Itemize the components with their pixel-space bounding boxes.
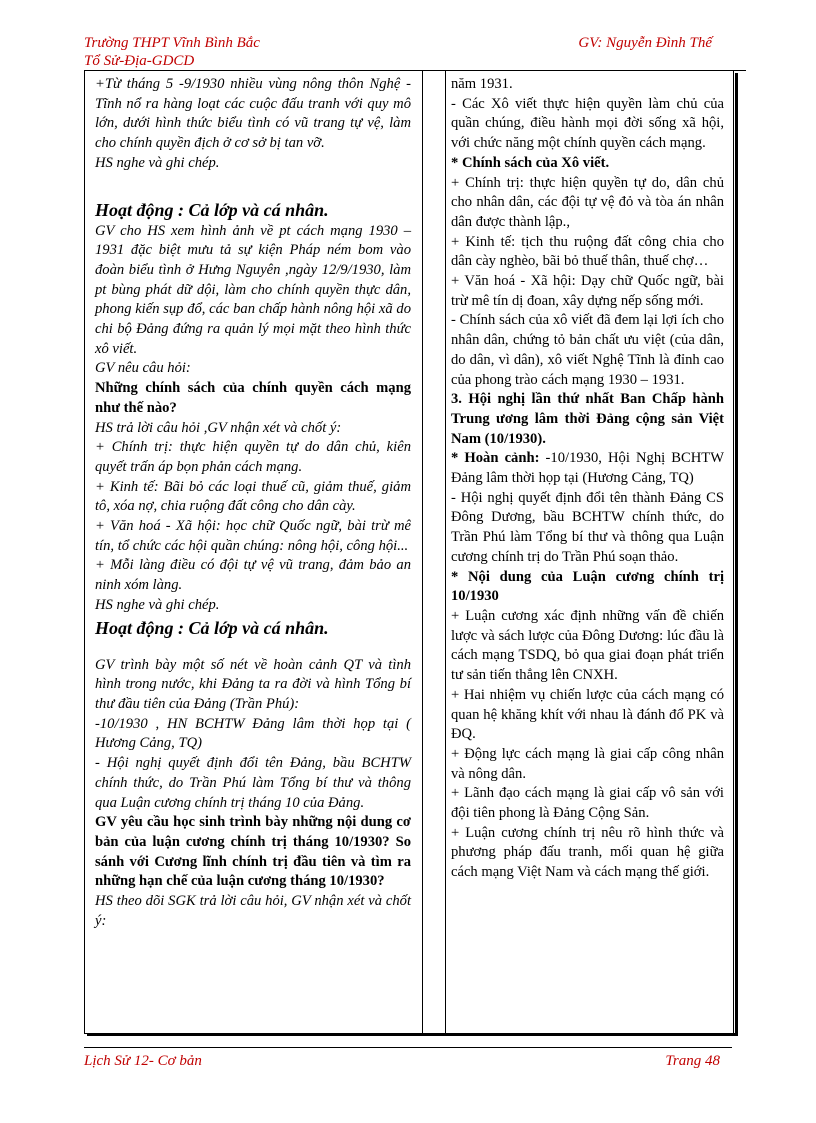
page-number: Trang 48	[665, 1053, 720, 1069]
footer-subject: Lịch Sử 12- Cơ bản	[84, 1053, 202, 1069]
left-paragraph: +Từ tháng 5 -9/1930 nhiều vùng nông thôn Nghệ -Tĩnh nổ ra hàng loạt các cuộc đấu tranh với quy mô lớn, dưới hình thức biểu tình có vũ trang tự vệ, làm cho chính quyền địch ở cơ sở bị tan vỡ.	[95, 76, 411, 152]
left-paragraph: GV nêu câu hỏi:	[95, 360, 191, 377]
section-heading: 3. Hội nghị lần thứ nhất Ban Chấp hành Trung ương lâm thời Đảng cộng sản Việt Nam (10/1930).	[451, 391, 724, 447]
left-paragraph: + Mỗi làng điều có đội tự vệ vũ trang, đảm bảo an ninh xóm làng.	[95, 557, 411, 594]
left-paragraph: - Hội nghị quyết định đổi tên Đảng, bầu BCHTW chính thức, do Trần Phú làm Tổng bí thư và thông qua Luận cương chính trị tháng 10 của Đảng.	[95, 755, 411, 811]
left-paragraph: HS trả lời câu hỏi ,GV nhận xét và chốt ý:	[95, 419, 342, 436]
section-heading: * Nội dung của Luận cương chính trị 10/1930	[451, 568, 724, 605]
left-paragraph: GV trình bày một số nét về hoàn cảnh QT và tình hình trong nước, khi Đảng ta ra đời và hình Tổng bí thư đầu tiên của Đảng (Trần Phú):	[95, 656, 411, 712]
header-left	[84, 34, 260, 70]
right-paragraph: + Lãnh đạo cách mạng là giai cấp vô sản với đội tiên phong là Đảng Cộng Sản.	[451, 785, 724, 822]
right-paragraph: + Văn hoá - Xã hội: Dạy chữ Quốc ngữ, bài trừ mê tín dị đoan, xây dựng nếp sống mới.	[451, 273, 724, 309]
right-paragraph: + Kinh tế: tịch thu ruộng đất công chia cho dân cày nghèo, bãi bỏ thuế thân, thuế chợ…	[451, 233, 724, 270]
activity-heading: Hoạt động : Cả lớp và cá nhân.	[95, 199, 329, 220]
activity-heading: Hoạt động : Cả lớp và cá nhân.	[95, 617, 329, 638]
school-name: Trường THPT Vĩnh Bình Bắc	[84, 35, 260, 51]
right-paragraph: + Luận cương chính trị nêu rõ hình thức và phương pháp đấu tranh, mối quan hệ giữa cách mạng Việt Nam và cách mạng thế giới.	[451, 824, 724, 881]
left-column	[95, 75, 411, 931]
left-paragraph: HS nghe và ghi chép.	[95, 154, 220, 171]
left-paragraph: + Văn hoá - Xã hội: học chữ Quốc ngữ, bài trừ mê tín, tổ chức các hội quần chúng: nông hội, công hội...	[95, 518, 411, 554]
context-label: * Hoàn cảnh:	[451, 450, 540, 467]
frame-shadow-right	[735, 73, 738, 1036]
section-heading: * Chính sách của Xô viết.	[451, 154, 610, 171]
right-paragraph	[451, 449, 724, 488]
department-name: Tổ Sử-Địa-GDCD	[84, 53, 195, 69]
right-paragraph: - Chính sách của xô viết đã đem lại lợi ích cho nhân dân, chứng tỏ bản chất ưu việt (của dân, do dân, vì dân), xô viết Nghệ Tĩnh là đỉnh cao của phong trào cách mạng 1930 – 1931.	[451, 312, 724, 388]
right-paragraph: + Luận cương xác định những vấn đề chiến lược và sách lược của Đông Dương: lúc đầu là cách mạng TSDQ, bỏ qua giai đoạn phát triển tư sản tiến thẳng lên CNXH.	[451, 607, 724, 684]
footer-rule	[84, 1047, 732, 1048]
column-divider	[422, 71, 446, 1033]
right-paragraph: + Động lực cách mạng là giai cấp công nhân và nông dân.	[451, 745, 724, 782]
right-column	[451, 75, 724, 883]
left-paragraph: -10/1930 , HN BCHTW Đảng lâm thời họp tại ( Hương Cảng, TQ)	[95, 715, 411, 752]
left-paragraph: HS nghe và ghi chép.	[95, 596, 220, 613]
teacher-name: GV: Nguyễn Đình Thế	[578, 35, 712, 51]
question-heading: GV yêu cầu học sinh trình bày những nội dung cơ bản của luận cương chính trị tháng 10/1930? So sánh với Cương lĩnh chính trị đầu tiên và tìm ra những hạn chế của luận cương tháng 10/1930?	[95, 814, 411, 890]
left-paragraph: GV cho HS xem hình ảnh về pt cách mạng 1930 – 1931 đặc biệt mưu tả sự kiện Pháp ném bom vào đoàn biểu tình ở Hưng Nguyên ,ngày 12/9/1930, làm pt bùng phát dữ dội, làm cho chính quyền thực dân, phong kiến sụp đổ, các ban chấp hành nông hội xã do chi bộ Đảng đứng ra quản lý mọi mặt theo hình thức xô viết.	[95, 222, 411, 357]
left-paragraph: HS theo dõi SGK trả lời câu hỏi, GV nhận xét và chốt ý:	[95, 893, 411, 929]
left-paragraph: + Chính trị: thực hiện quyền tự do dân chủ, kiên quyết trấn áp bọn phản cách mạng.	[95, 439, 411, 475]
frame-shadow-bottom	[87, 1033, 738, 1036]
right-paragraph: + Hai nhiệm vụ chiến lược của cách mạng có quan hệ khăng khít với nhau là đánh đổ PK và ĐQ.	[451, 686, 724, 743]
question-heading: Những chính sách của chính quyền cách mạng như thế nào?	[95, 380, 411, 416]
right-paragraph: - Hội nghị quyết định đổi tên thành Đảng CS Đông Dương, bầu BCHTW chính thức, do Trần Phú làm Tổng bí thư và thông qua Luận cương chính trị do Trần Phú soạn thảo.	[451, 489, 724, 565]
right-paragraph: năm 1931.	[451, 76, 513, 92]
right-paragraph: + Chính trị: thực hiện quyền tự do, dân chủ cho nhân dân, các đội tự vệ đỏ và tòa án nhân dân được thành lập.,	[451, 174, 724, 230]
context-text: -10/1930, Hội Nghị BCHTW Đảng lâm thời họp tại (Hương Cảng, TQ)	[451, 450, 724, 487]
right-paragraph: - Các Xô viết thực hiện quyền làm chủ của quần chúng, điều hành mọi đời sống xã hội, với chức năng một chính quyền cách mạng.	[451, 95, 724, 152]
left-paragraph: + Kinh tế: Bãi bỏ các loại thuế cũ, giảm thuế, giảm tô, xóa nợ, chia ruộng đất công cho dân cày.	[95, 478, 411, 515]
